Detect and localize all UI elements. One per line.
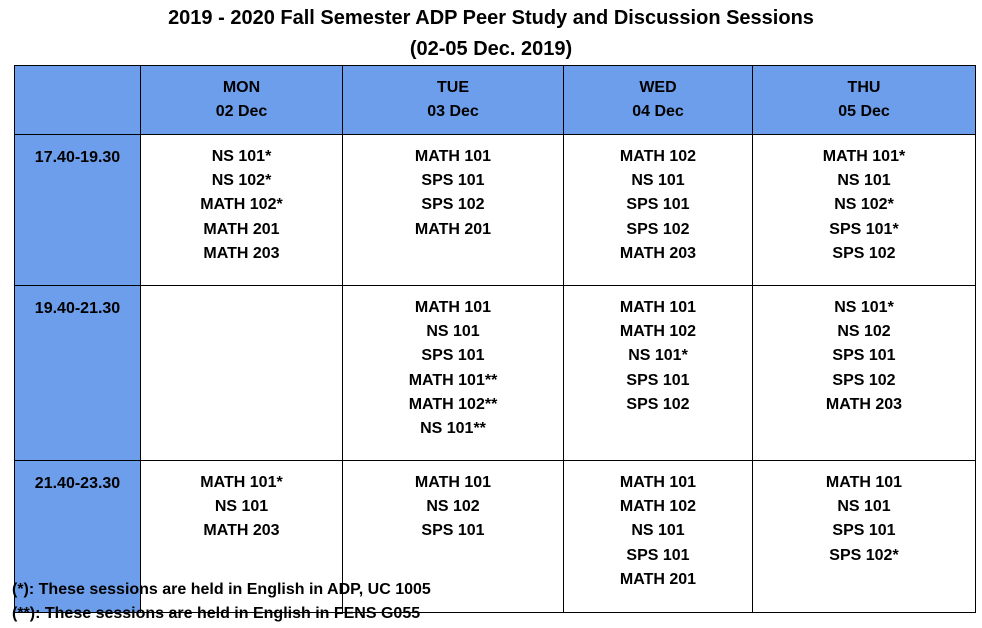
day-name: WED bbox=[639, 78, 677, 96]
session-item: MATH 101 bbox=[414, 474, 492, 491]
session-item: MATH 102 bbox=[619, 148, 697, 165]
session-item: MATH 201 bbox=[619, 570, 697, 588]
session-item: SPS 101* bbox=[829, 220, 899, 238]
session-item: MATH 102** bbox=[408, 395, 498, 413]
time-slot-row bbox=[15, 135, 976, 286]
session-item: SPS 101 bbox=[421, 347, 485, 365]
session-item: SPS 101 bbox=[421, 522, 485, 540]
session-item: SPS 101 bbox=[626, 371, 690, 389]
time-slot-cell: 21.40-23.30 bbox=[15, 461, 141, 613]
day-date: 05 Dec bbox=[838, 103, 890, 120]
session-item: SPS 101 bbox=[421, 172, 485, 190]
session-item: NS 101 bbox=[631, 522, 685, 540]
session-item: MATH 102 bbox=[619, 498, 697, 516]
corner-cell bbox=[15, 66, 141, 135]
session-item: SPS 102 bbox=[626, 220, 690, 238]
session-item: MATH 203 bbox=[825, 395, 903, 413]
session-item: NS 101** bbox=[420, 420, 486, 438]
session-item: SPS 102 bbox=[626, 395, 690, 413]
session-item: SPS 101 bbox=[626, 196, 690, 214]
footnote-double-asterisk: (**): These sessions are held in English in FENS G055 bbox=[12, 605, 421, 622]
session-item: MATH 101* bbox=[200, 474, 283, 491]
session-item: MATH 102* bbox=[200, 196, 283, 214]
session-cell-tue bbox=[343, 286, 564, 461]
session-item: SPS 102 bbox=[421, 196, 485, 214]
day-header-thu bbox=[753, 66, 976, 135]
session-item: MATH 203 bbox=[203, 244, 280, 262]
session-item: MATH 101* bbox=[822, 148, 906, 165]
time-slot-cell: 19.40-21.30 bbox=[15, 286, 141, 461]
session-cell-thu bbox=[753, 286, 976, 461]
day-date: 02 Dec bbox=[215, 103, 268, 120]
session-item: SPS 102* bbox=[829, 546, 899, 564]
session-item: NS 101 bbox=[837, 498, 891, 516]
session-item: NS 102 bbox=[837, 323, 891, 341]
session-item: NS 101 bbox=[837, 172, 891, 190]
session-item: MATH 101 bbox=[414, 299, 492, 316]
session-item: MATH 201 bbox=[203, 220, 280, 238]
day-header-wed bbox=[564, 66, 753, 135]
session-item: NS 102* bbox=[834, 196, 894, 214]
session-item: MATH 101 bbox=[825, 474, 903, 491]
session-item: NS 102* bbox=[211, 172, 272, 190]
session-item: MATH 101 bbox=[619, 299, 697, 316]
session-item: NS 101* bbox=[211, 148, 272, 165]
header-row bbox=[15, 66, 976, 135]
session-item: NS 101 bbox=[631, 172, 685, 190]
session-item: MATH 101** bbox=[408, 371, 498, 389]
page-title: 2019 - 2020 Fall Semester ADP Peer Study and Discussion Sessions bbox=[168, 7, 814, 29]
session-item: SPS 101 bbox=[832, 347, 896, 365]
session-cell-thu bbox=[753, 135, 976, 286]
session-item: SPS 102 bbox=[832, 244, 896, 262]
footnote-single-asterisk: (*): These sessions are held in English in ADP, UC 1005 bbox=[12, 581, 431, 598]
time-slot-row bbox=[15, 286, 976, 461]
session-item: SPS 101 bbox=[832, 522, 896, 540]
session-item: NS 101* bbox=[628, 347, 688, 365]
session-item: NS 101 bbox=[214, 498, 269, 516]
footnotes bbox=[12, 578, 431, 626]
session-item: NS 102 bbox=[426, 498, 480, 516]
time-slot-cell: 17.40-19.30 bbox=[15, 135, 141, 286]
schedule-table bbox=[14, 65, 976, 613]
session-item: MATH 101 bbox=[619, 474, 697, 491]
session-cell-wed bbox=[564, 135, 753, 286]
session-item: SPS 102 bbox=[832, 371, 896, 389]
session-item: NS 101 bbox=[426, 323, 480, 341]
session-item: MATH 101 bbox=[414, 148, 492, 165]
page-subtitle: (02-05 Dec. 2019) bbox=[409, 38, 573, 60]
session-cell-tue bbox=[343, 135, 564, 286]
session-cell-mon bbox=[141, 135, 343, 286]
day-name: MON bbox=[222, 78, 261, 96]
session-item: MATH 203 bbox=[203, 522, 280, 540]
session-item: MATH 203 bbox=[619, 244, 697, 262]
day-date: 04 Dec bbox=[632, 103, 684, 120]
session-item: SPS 101 bbox=[626, 546, 690, 564]
day-header-tue bbox=[343, 66, 564, 135]
session-item: NS 101* bbox=[834, 299, 894, 316]
day-header-mon bbox=[141, 66, 343, 135]
session-cell-mon bbox=[141, 286, 343, 461]
day-name: TUE bbox=[437, 78, 469, 96]
day-date: 03 Dec bbox=[427, 103, 479, 120]
session-item: MATH 201 bbox=[414, 220, 492, 238]
session-cell-wed bbox=[564, 461, 753, 613]
day-name: THU bbox=[847, 78, 881, 96]
session-cell-wed bbox=[564, 286, 753, 461]
session-cell-thu bbox=[753, 461, 976, 613]
session-item: MATH 102 bbox=[619, 323, 697, 341]
